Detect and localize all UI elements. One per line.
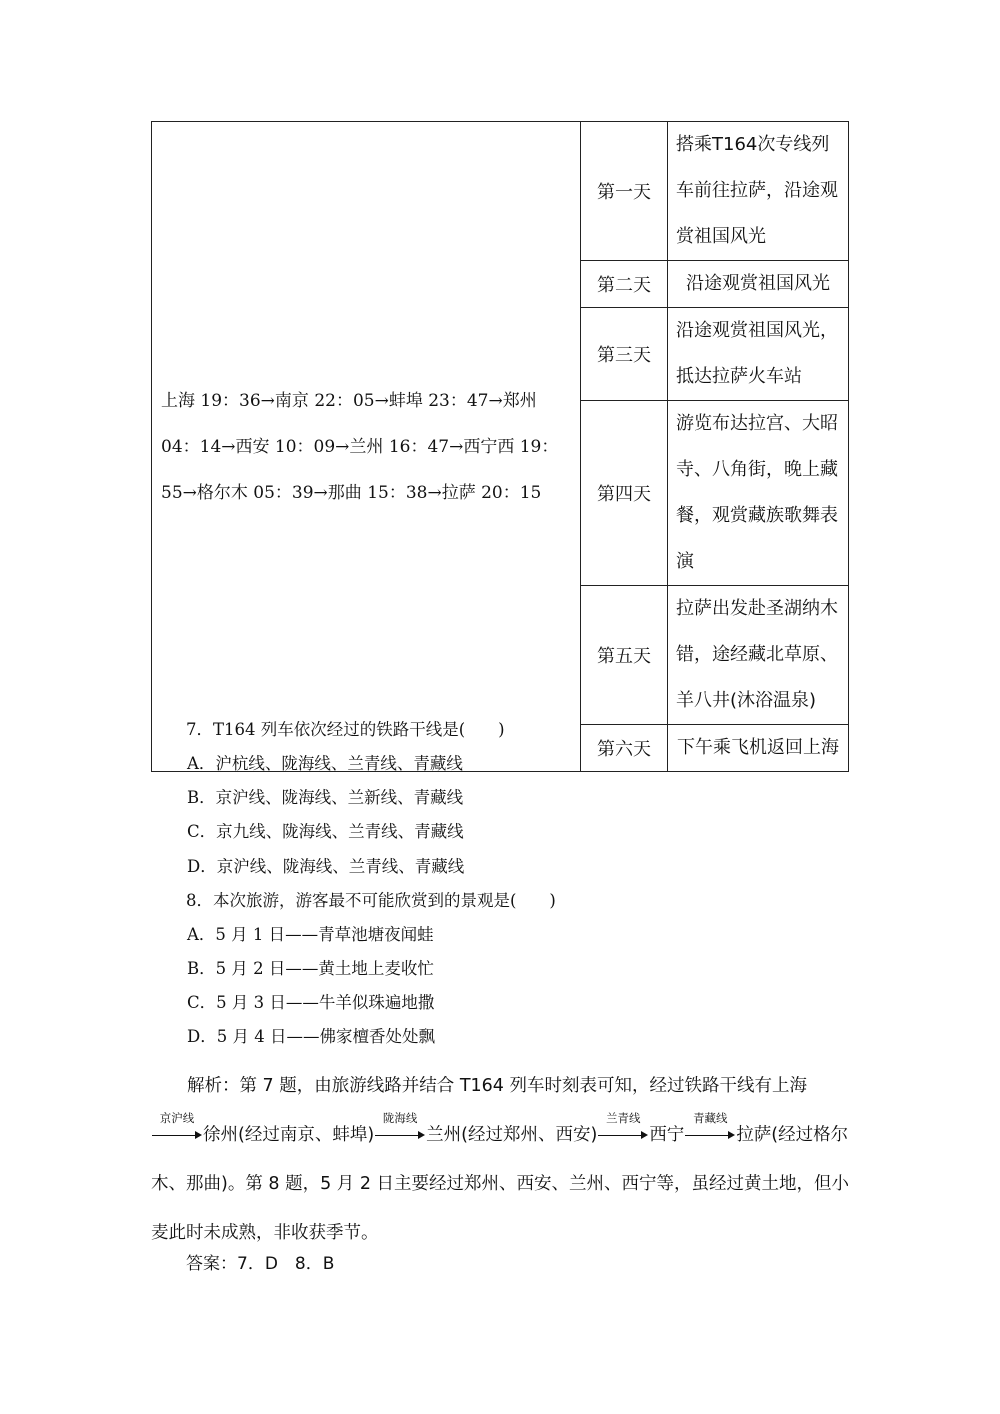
day-plan: 沿途观赏祖国风光	[668, 261, 849, 308]
question-7-stem: 7．T164 列车依次经过的铁路干线是( )	[186, 720, 505, 739]
question-8-option-c: C．5 月 3 日——牛羊似珠遍地撒	[187, 993, 435, 1012]
day-plan: 拉萨出发赴圣湖纳木错，途经藏北草原、羊八井(沐浴温泉)	[668, 586, 849, 725]
question-8-stem: 8．本次旅游，游客最不可能欣赏到的景观是( )	[186, 891, 556, 910]
answer-line: 答案：7．D 8．B	[186, 1254, 335, 1274]
question-8-option-d: D．5 月 4 日——佛家檀香处处飘	[187, 1027, 435, 1046]
question-7-option-d: D．京沪线、陇海线、兰青线、青藏线	[187, 857, 465, 876]
arrow-label: 陇海线	[382, 1111, 418, 1125]
arrow-icon	[152, 1111, 202, 1140]
analysis-text: 拉萨(经过格尔木、那曲)。第 8 题，5 月 2 日主要经过郑州、西安、兰州、西宁等，虽经过黄土地，但小麦此时未成熟，非收获季节。	[151, 1125, 850, 1243]
analysis-text: 解析：第 7 题，由旅游线路并结合 T164 列车时刻表可知，经过铁路干线有上海	[187, 1076, 807, 1096]
arrow-label: 兰青线	[606, 1111, 641, 1125]
analysis-text: 徐州(经过南京、蚌埠)	[203, 1125, 375, 1145]
analysis-text: 西宁	[649, 1125, 685, 1145]
day-plan: 搭乘T164次专线列车前往拉萨，沿途观赏祖国风光	[668, 122, 849, 261]
question-8-option-a: A．5 月 1 日——青草池塘夜闻蛙	[187, 925, 434, 944]
route-line-1: 上海 19：36→南京 22：05→蚌埠 23：47→郑州	[161, 390, 537, 411]
day-label: 第四天	[581, 401, 668, 586]
arrow-label: 青藏线	[693, 1111, 728, 1125]
question-8-option-b: B．5 月 2 日——黄土地上麦收忙	[187, 959, 434, 978]
question-7-option-c: C．京九线、陇海线、兰青线、青藏线	[187, 822, 464, 841]
arrow-label: 京沪线	[159, 1111, 195, 1125]
day-plan: 下午乘飞机返回上海	[668, 725, 849, 772]
day-label: 第一天	[581, 122, 668, 261]
arrow-icon	[598, 1111, 648, 1140]
question-7-option-a: A．沪杭线、陇海线、兰青线、青藏线	[187, 754, 463, 773]
analysis-text: 兰州(经过郑州、西安)	[426, 1125, 598, 1145]
route-line-2: 04：14→西安 10：09→兰州 16：47→西宁西 19：	[161, 436, 559, 457]
day-plan: 游览布达拉宫、大昭寺、八角街，晚上藏餐，观赏藏族歌舞表演	[668, 401, 849, 586]
day-label: 第三天	[581, 308, 668, 401]
route-line-3: 55→格尔木 05：39→那曲 15：38→拉萨 20：15	[161, 482, 542, 503]
itinerary-table	[151, 121, 849, 772]
train-timetable-cell	[152, 122, 581, 772]
day-label: 第六天	[581, 725, 668, 772]
analysis-paragraph	[151, 1062, 851, 1258]
day-plan: 沿途观赏祖国风光，抵达拉萨火车站	[668, 308, 849, 401]
day-label: 第二天	[581, 261, 668, 308]
arrow-icon	[685, 1111, 735, 1140]
arrow-icon	[375, 1111, 425, 1140]
question-7-option-b: B．京沪线、陇海线、兰新线、青藏线	[187, 788, 464, 807]
day-label: 第五天	[581, 586, 668, 725]
